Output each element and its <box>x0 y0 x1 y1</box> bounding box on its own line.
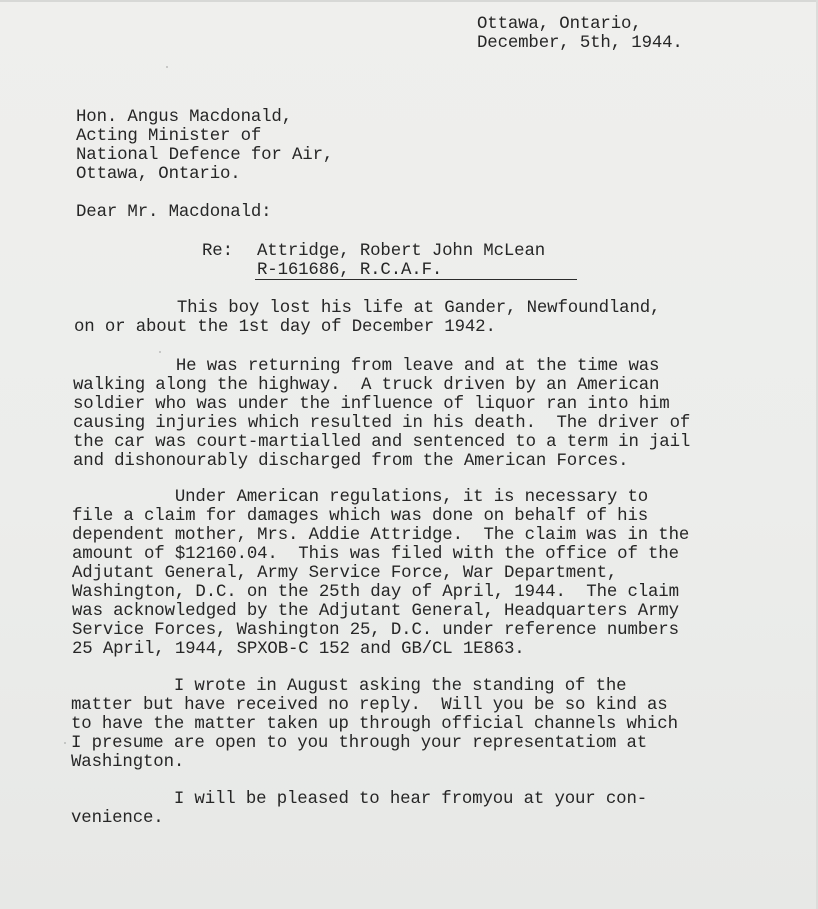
paragraph-3-line-6: Washington, D.C. on the 25th day of April, 1944. The claim <box>72 583 679 602</box>
reference-name: Attridge, Robert John McLean <box>257 242 546 261</box>
reference-number: R-161686, R.C.A.F. <box>257 261 443 280</box>
recipient-title-1: Acting Minister of <box>76 127 262 146</box>
page-top-edge <box>0 0 818 2</box>
recipient-name: Hon. Angus Macdonald, <box>76 108 293 127</box>
paragraph-2-line-2: walking along the highway. A truck driven by an American <box>73 376 660 395</box>
paragraph-3-line-2: file a claim for damages which was done on behalf of his <box>72 507 649 526</box>
paragraph-4-line-3: to have the matter taken up through official channels which <box>71 715 678 734</box>
paragraph-2-line-4: causing injuries which resulted in his death. The driver of <box>73 414 691 433</box>
paragraph-3-line-7: was acknowledged by the Adjutant General, Headquarters Army <box>72 602 679 621</box>
paragraph-2-line-3: soldier who was under the influence of liquor ran into him <box>73 395 670 414</box>
paragraph-3-line-9: 25 April, 1944, SPXOB-C 152 and GB/CL 1E863. <box>72 640 525 659</box>
letter-date: December, 5th, 1944. <box>477 34 683 53</box>
paper-speck <box>64 742 66 744</box>
paragraph-4-line-4: I presume are open to you through your representatiom at <box>71 734 648 753</box>
paragraph-3-line-3: dependent mother, Mrs. Addie Attridge. The claim was in the <box>72 526 690 545</box>
paragraph-5-line-1: I will be pleased to hear fromyou at your con- <box>71 790 648 809</box>
paragraph-4-line-1: I wrote in August asking the standing of the <box>71 677 627 696</box>
paragraph-2-line-6: and dishonourably discharged from the American Forces. <box>73 452 629 471</box>
paragraph-4-line-2: matter but have received no reply. Will you be so kind as <box>71 696 668 715</box>
paragraph-3-line-1: Under American regulations, it is necessary to <box>72 488 649 507</box>
paragraph-1-line-1: This boy lost his life at Gander, Newfoundland, <box>74 299 661 318</box>
paper-speck <box>159 351 161 353</box>
reference-label: Re: <box>202 242 233 261</box>
recipient-title-2: National Defence for Air, <box>76 146 334 165</box>
date-place: Ottawa, Ontario, <box>477 15 642 34</box>
paragraph-3-line-8: Service Forces, Washington 25, D.C. under reference numbers <box>72 621 679 640</box>
paragraph-2-line-5: the car was court-martialled and sentenced to a term in jail <box>73 433 691 452</box>
paragraph-2-line-1: He was returning from leave and at the time was <box>73 357 660 376</box>
paragraph-3-line-5: Adjutant General, Army Service Force, War Department, <box>72 564 618 583</box>
salutation: Dear Mr. Macdonald: <box>76 203 272 222</box>
paragraph-3-line-4: amount of $12160.04. This was filed with the office of the <box>72 545 679 564</box>
paragraph-5-line-2: venience. <box>71 809 164 828</box>
reference-underline <box>255 279 577 280</box>
paragraph-1-line-2: on or about the 1st day of December 1942. <box>74 318 496 337</box>
paragraph-4-line-5: Washington. <box>71 753 185 772</box>
recipient-city: Ottawa, Ontario. <box>76 165 241 184</box>
paper-speck <box>166 66 168 68</box>
